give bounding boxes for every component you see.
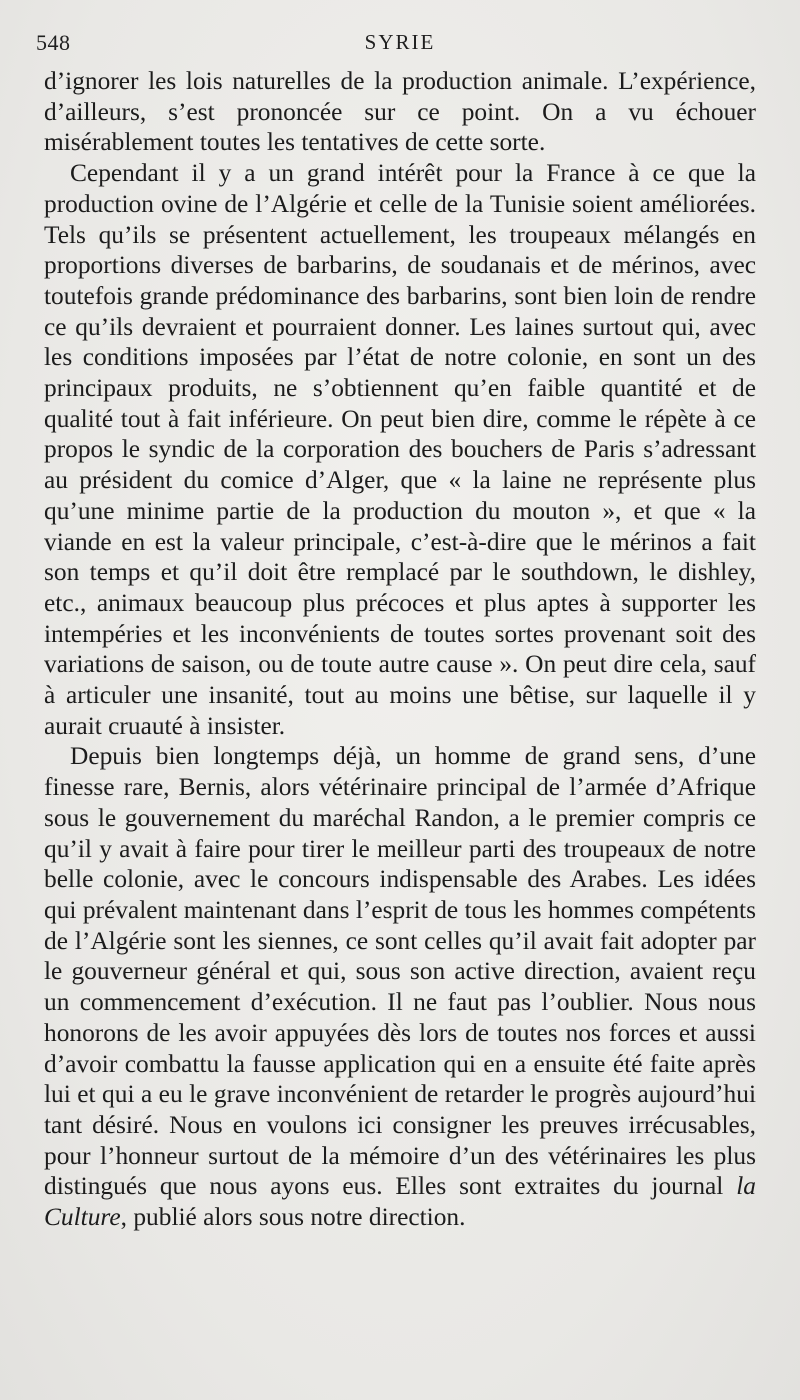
- paragraph-3: [44, 741, 756, 1232]
- running-head: SYRIE: [364, 30, 436, 54]
- paragraph-3-text: Depuis bien longtemps déjà, un homme de grand sens, d’une finesse rare, Bernis, alors vétérinaire principal de l’armée d’Afrique sous le gouvernement du maréchal Randon, a le premier compris ce qu’il y avait à faire pour tirer le meilleur parti des troupeaux de notre belle colonie, avec le concours indispensable des Arabes. Les idées qui prévalent maintenant dans l’esprit de tous les hommes compétents de l’Algérie sont les siennes, ce sont celles qu’il avait fait adopter par le gouverneur général et qui, sous son active direction, avaient reçu un commencement d’exécution. Il ne faut pas l’oublier. Nous nous honorons de les avoir appuyées dès lors de toutes nos forces et aussi d’avoir combattu la fausse application qui en a ensuite été faite après lui et qui a eu le grave inconvénient de retarder le progrès aujourd’hui tant désiré. Nous en voulons ici consigner les preuves irrécusables, pour l’honneur surtout de la mémoire d’un des vétérinaires les plus distingués que nous ayons eus. Elles sont extraites du journal: [44, 742, 756, 1201]
- paragraph-1: d’ignorer les lois naturelles de la production animale. L’expérience, d’ailleurs, s’est prononcée sur ce point. On a vu échouer misérablement toutes les tentatives de cette sorte.: [44, 67, 756, 157]
- paragraph-2: Cependant il y a un grand intérêt pour la France à ce que la production ovine de l’Algérie et celle de la Tunisie soient améliorées. Tels qu’ils se présentent actuellement, les troupeaux mélangés en proportions diverses de barbarins, de soudanais et de mérinos, avec toutefois grande prédominance des barbarins, sont bien loin de rendre ce qu’ils devraient et pourraient donner. Les laines surtout qui, avec les conditions imposées par l’état de notre colonie, en sont un des principaux produits, ne s’obtiennent qu’en faible quantité et de qualité tout à fait inférieure. On peut bien dire, comme le répète à ce propos le syndic de la corporation des bouchers de Paris s’adressant au président du comice d’Alger, que « la laine ne représente plus qu’une minime partie de la production du mouton », et que « la viande en est la valeur principale, c’est-à-dire que le mérinos a fait son temps et qu’il doit être remplacé par le southdown, le dishley, etc., animaux beaucoup plus précoces et plus aptes à supporter les intempéries et les inconvénients de toutes sortes provenant soit des variations de saison, ou de toute autre cause ». On peut dire cela, sauf à articuler une insanité, tout au moins une bêtise, sur laquelle il y aurait cruauté à insister.: [44, 159, 756, 740]
- body-text: [44, 66, 756, 1233]
- page-number: 548: [36, 30, 71, 55]
- paragraph-3-tail: , publié alors sous notre direction.: [120, 1203, 466, 1232]
- page-header: [36, 30, 764, 60]
- journal-title: la Culture: [44, 1172, 756, 1232]
